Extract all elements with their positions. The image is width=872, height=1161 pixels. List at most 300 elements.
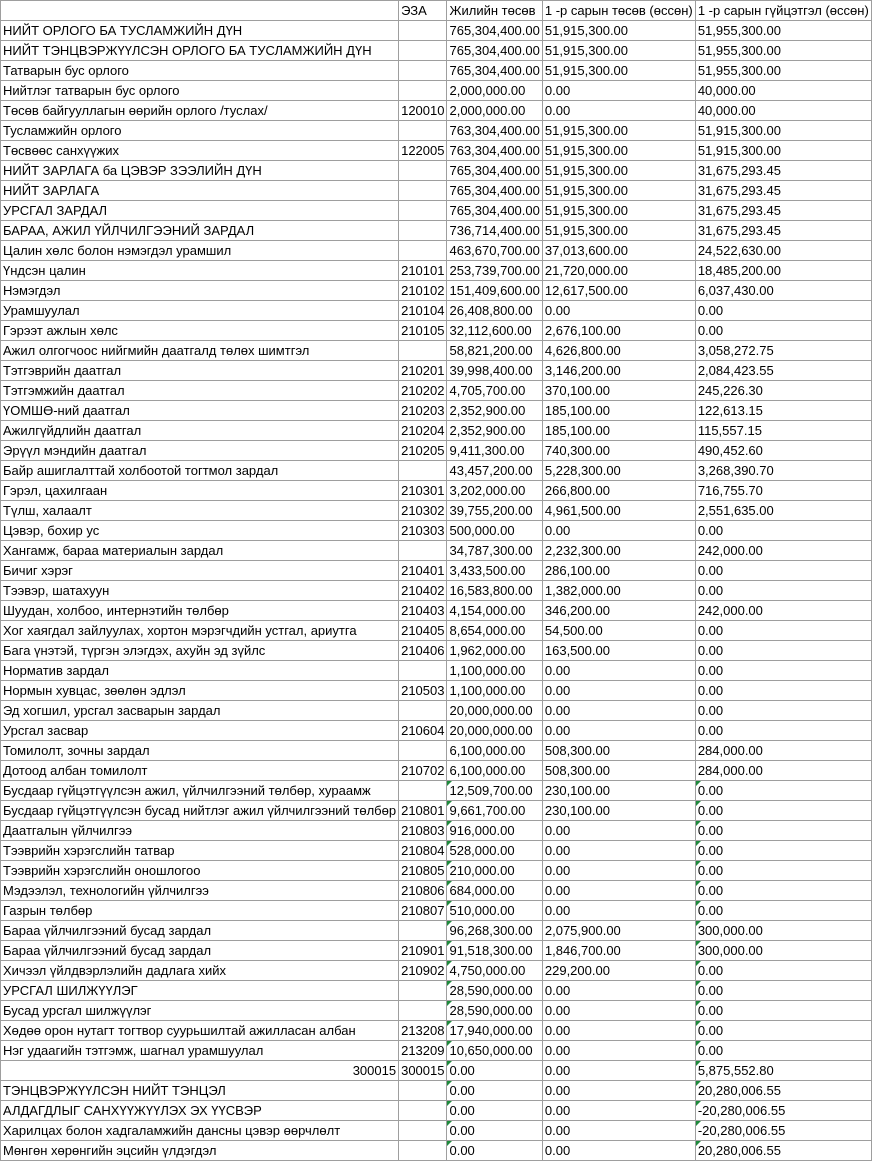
row-annual-cell[interactable]: 9,661,700.00 <box>447 801 542 821</box>
row-month1-budget-cell[interactable]: 230,100.00 <box>542 801 695 821</box>
row-code-cell[interactable]: 210201 <box>399 361 447 381</box>
row-name-cell[interactable]: Мэдээлэл, технологийн үйлчилгээ <box>1 881 399 901</box>
row-name-cell[interactable]: Тээвэр, шатахуун <box>1 581 399 601</box>
row-month1-budget-cell[interactable]: 4,961,500.00 <box>542 501 695 521</box>
row-month1-budget-cell[interactable]: 0.00 <box>542 521 695 541</box>
row-name-cell[interactable]: Мөнгөн хөрөнгийн эцсийн үлдэгдэл <box>1 1141 399 1161</box>
row-code-cell[interactable] <box>399 921 447 941</box>
row-name-cell[interactable]: Нэмэгдэл <box>1 281 399 301</box>
table-row <box>1 781 872 801</box>
row-code-cell[interactable]: 213208 <box>399 1021 447 1041</box>
row-code-cell[interactable]: 210202 <box>399 381 447 401</box>
row-month1-budget-cell[interactable]: 0.00 <box>542 901 695 921</box>
row-month1-actual-cell[interactable]: 0.00 <box>695 721 871 741</box>
row-month1-actual-cell[interactable]: 245,226.30 <box>695 381 871 401</box>
row-month1-budget-cell[interactable]: 0.00 <box>542 1081 695 1101</box>
row-month1-actual-cell[interactable]: 20,280,006.55 <box>695 1081 871 1101</box>
row-name-cell[interactable]: Эд хогшил, урсгал засварын зардал <box>1 701 399 721</box>
row-code-cell[interactable]: 210203 <box>399 401 447 421</box>
row-code-cell[interactable]: 213209 <box>399 1041 447 1061</box>
row-annual-cell[interactable]: 765,304,400.00 <box>447 181 542 201</box>
table-row <box>1 1121 872 1141</box>
row-month1-budget-cell[interactable]: 2,075,900.00 <box>542 921 695 941</box>
row-code-cell[interactable] <box>399 461 447 481</box>
row-month1-actual-cell[interactable]: 40,000.00 <box>695 101 871 121</box>
row-annual-cell[interactable]: 28,590,000.00 <box>447 981 542 1001</box>
row-code-cell[interactable]: 120010 <box>399 101 447 121</box>
row-month1-budget-cell[interactable]: 0.00 <box>542 861 695 881</box>
header-code-cell[interactable]: ЭЗА <box>399 1 447 21</box>
row-name-cell[interactable]: НИЙТ ТЭНЦВЭРЖҮҮЛСЭН ОРЛОГО БА ТУСЛАМЖИЙН ДҮН <box>1 41 399 61</box>
row-annual-cell[interactable]: 2,000,000.00 <box>447 101 542 121</box>
row-code-cell[interactable] <box>399 121 447 141</box>
row-annual-cell[interactable]: 4,705,700.00 <box>447 381 542 401</box>
row-annual-cell[interactable]: 0.00 <box>447 1101 542 1121</box>
row-annual-cell[interactable]: 8,654,000.00 <box>447 621 542 641</box>
header-month1-actual-cell[interactable]: 1 -р сарын гүйцэтгэл (өссөн) <box>695 1 871 21</box>
row-month1-budget-cell[interactable]: 0.00 <box>542 1061 695 1081</box>
row-code-cell[interactable]: 210303 <box>399 521 447 541</box>
row-month1-budget-cell[interactable]: 346,200.00 <box>542 601 695 621</box>
row-annual-cell[interactable]: 151,409,600.00 <box>447 281 542 301</box>
row-month1-budget-cell[interactable]: 4,626,800.00 <box>542 341 695 361</box>
row-name-cell[interactable]: НИЙТ ЗАРЛАГА <box>1 181 399 201</box>
row-name-cell[interactable]: Бага үнэтэй, түргэн элэгдэх, ахуйн эд зүйлс <box>1 641 399 661</box>
row-code-cell[interactable] <box>399 221 447 241</box>
row-month1-actual-cell[interactable]: 242,000.00 <box>695 601 871 621</box>
row-annual-cell[interactable]: 1,962,000.00 <box>447 641 542 661</box>
row-month1-actual-cell[interactable]: 6,037,430.00 <box>695 281 871 301</box>
row-annual-cell[interactable]: 2,352,900.00 <box>447 401 542 421</box>
row-annual-cell[interactable]: 1,100,000.00 <box>447 681 542 701</box>
row-month1-budget-cell[interactable]: 185,100.00 <box>542 421 695 441</box>
row-name-cell[interactable]: Тэтгэмжийн даатгал <box>1 381 399 401</box>
row-annual-cell[interactable]: 0.00 <box>447 1081 542 1101</box>
row-annual-cell[interactable]: 43,457,200.00 <box>447 461 542 481</box>
row-name-cell[interactable]: Бусдаар гүйцэтгүүлсэн бусад нийтлэг ажил үйлчилгээний төлбөр <box>1 801 399 821</box>
row-name-cell[interactable]: Тэтгэврийн даатгал <box>1 361 399 381</box>
row-name-cell[interactable]: ҮОМШӨ-ний даатгал <box>1 401 399 421</box>
row-month1-actual-cell[interactable]: 31,675,293.45 <box>695 161 871 181</box>
row-month1-budget-cell[interactable]: 230,100.00 <box>542 781 695 801</box>
row-code-cell[interactable]: 210405 <box>399 621 447 641</box>
row-code-cell[interactable] <box>399 541 447 561</box>
row-code-cell[interactable] <box>399 1121 447 1141</box>
row-month1-actual-cell[interactable]: 490,452.60 <box>695 441 871 461</box>
row-month1-actual-cell[interactable]: 0.00 <box>695 881 871 901</box>
row-month1-budget-cell[interactable]: 51,915,300.00 <box>542 61 695 81</box>
row-month1-actual-cell[interactable]: 0.00 <box>695 821 871 841</box>
row-code-cell[interactable]: 210803 <box>399 821 447 841</box>
row-month1-budget-cell[interactable]: 163,500.00 <box>542 641 695 661</box>
row-month1-actual-cell[interactable]: 0.00 <box>695 621 871 641</box>
header-name-cell[interactable] <box>1 1 399 21</box>
table-row <box>1 761 872 781</box>
row-month1-actual-cell[interactable]: 0.00 <box>695 1001 871 1021</box>
row-month1-budget-cell[interactable]: 740,300.00 <box>542 441 695 461</box>
row-month1-actual-cell[interactable]: 284,000.00 <box>695 761 871 781</box>
row-month1-actual-cell[interactable]: 0.00 <box>695 581 871 601</box>
row-annual-cell[interactable]: 3,202,000.00 <box>447 481 542 501</box>
row-code-cell[interactable]: 300015 <box>399 1061 447 1081</box>
row-month1-budget-cell[interactable]: 0.00 <box>542 1141 695 1161</box>
table-row <box>1 961 872 981</box>
row-month1-actual-cell[interactable]: 0.00 <box>695 981 871 1001</box>
row-code-cell[interactable] <box>399 781 447 801</box>
table-row <box>1 121 872 141</box>
row-annual-cell[interactable]: 763,304,400.00 <box>447 121 542 141</box>
row-annual-cell[interactable]: 2,352,900.00 <box>447 421 542 441</box>
row-name-cell[interactable]: Тусламжийн орлого <box>1 121 399 141</box>
row-annual-cell[interactable]: 765,304,400.00 <box>447 21 542 41</box>
row-month1-budget-cell[interactable]: 370,100.00 <box>542 381 695 401</box>
row-month1-budget-cell[interactable]: 51,915,300.00 <box>542 221 695 241</box>
row-month1-budget-cell[interactable]: 51,915,300.00 <box>542 121 695 141</box>
row-code-cell[interactable]: 210205 <box>399 441 447 461</box>
row-code-cell[interactable] <box>399 1001 447 1021</box>
row-code-cell[interactable]: 210902 <box>399 961 447 981</box>
row-code-cell[interactable] <box>399 741 447 761</box>
row-name-cell[interactable]: Бараа үйлчилгээний бусад зардал <box>1 921 399 941</box>
row-month1-actual-cell[interactable]: 51,915,300.00 <box>695 121 871 141</box>
row-month1-budget-cell[interactable]: 21,720,000.00 <box>542 261 695 281</box>
row-code-cell[interactable]: 122005 <box>399 141 447 161</box>
row-name-cell[interactable]: Гэрээт ажлын хөлс <box>1 321 399 341</box>
row-month1-actual-cell[interactable]: 0.00 <box>695 901 871 921</box>
row-code-cell[interactable]: 210102 <box>399 281 447 301</box>
row-month1-actual-cell[interactable]: 0.00 <box>695 661 871 681</box>
row-month1-budget-cell[interactable]: 0.00 <box>542 1001 695 1021</box>
row-month1-actual-cell[interactable]: 122,613.15 <box>695 401 871 421</box>
row-month1-actual-cell[interactable]: 300,000.00 <box>695 921 871 941</box>
row-name-cell[interactable]: АЛДАГДЛЫГ САНХҮҮЖҮҮЛЭХ ЭХ ҮҮСВЭР <box>1 1101 399 1121</box>
row-annual-cell[interactable]: 34,787,300.00 <box>447 541 542 561</box>
row-code-cell[interactable] <box>399 661 447 681</box>
row-annual-cell[interactable]: 3,433,500.00 <box>447 561 542 581</box>
row-name-cell[interactable]: УРСГАЛ ЗАРДАЛ <box>1 201 399 221</box>
row-annual-cell[interactable]: 96,268,300.00 <box>447 921 542 941</box>
row-month1-budget-cell[interactable]: 508,300.00 <box>542 761 695 781</box>
row-name-cell[interactable]: Тээврийн хэрэгслийн оношлогоо <box>1 861 399 881</box>
row-annual-cell[interactable]: 765,304,400.00 <box>447 201 542 221</box>
row-code-cell[interactable]: 210302 <box>399 501 447 521</box>
row-month1-budget-cell[interactable]: 266,800.00 <box>542 481 695 501</box>
row-annual-cell[interactable]: 528,000.00 <box>447 841 542 861</box>
row-name-cell[interactable]: Тээврийн хэрэгслийн татвар <box>1 841 399 861</box>
table-row <box>1 161 872 181</box>
row-annual-cell[interactable]: 6,100,000.00 <box>447 741 542 761</box>
row-annual-cell[interactable]: 253,739,700.00 <box>447 261 542 281</box>
row-month1-budget-cell[interactable]: 37,013,600.00 <box>542 241 695 261</box>
row-month1-actual-cell[interactable]: 31,675,293.45 <box>695 201 871 221</box>
row-code-cell[interactable]: 210805 <box>399 861 447 881</box>
row-month1-actual-cell[interactable]: 0.00 <box>695 641 871 661</box>
row-annual-cell[interactable]: 765,304,400.00 <box>447 161 542 181</box>
row-name-cell[interactable]: Түлш, халаалт <box>1 501 399 521</box>
row-code-cell[interactable] <box>399 61 447 81</box>
header-annual-cell[interactable]: Жилийн төсөв <box>447 1 542 21</box>
row-code-cell[interactable] <box>399 341 447 361</box>
row-month1-actual-cell[interactable]: 0.00 <box>695 681 871 701</box>
row-name-cell[interactable]: Шуудан, холбоо, интернэтийн төлбөр <box>1 601 399 621</box>
row-code-cell[interactable]: 210403 <box>399 601 447 621</box>
row-month1-budget-cell[interactable]: 51,915,300.00 <box>542 141 695 161</box>
row-month1-budget-cell[interactable]: 3,146,200.00 <box>542 361 695 381</box>
row-annual-cell[interactable]: 463,670,700.00 <box>447 241 542 261</box>
row-month1-actual-cell[interactable]: 115,557.15 <box>695 421 871 441</box>
row-code-cell[interactable] <box>399 701 447 721</box>
row-month1-budget-cell[interactable]: 0.00 <box>542 661 695 681</box>
row-code-cell[interactable]: 210406 <box>399 641 447 661</box>
row-name-cell[interactable]: Хог хаягдал зайлуулах, хортон мэрэгчдийн устгал, ариутга <box>1 621 399 641</box>
row-name-cell[interactable]: Ажилгүйдлийн даатгал <box>1 421 399 441</box>
row-annual-cell[interactable]: 9,411,300.00 <box>447 441 542 461</box>
row-month1-actual-cell[interactable]: 0.00 <box>695 1021 871 1041</box>
header-month1-budget-cell[interactable]: 1 -р сарын төсөв (өссөн) <box>542 1 695 21</box>
row-month1-budget-cell[interactable]: 51,915,300.00 <box>542 201 695 221</box>
row-month1-actual-cell[interactable]: 3,058,272.75 <box>695 341 871 361</box>
row-annual-cell[interactable]: 4,750,000.00 <box>447 961 542 981</box>
row-month1-budget-cell[interactable]: 5,228,300.00 <box>542 461 695 481</box>
row-annual-cell[interactable]: 510,000.00 <box>447 901 542 921</box>
row-month1-budget-cell[interactable]: 51,915,300.00 <box>542 181 695 201</box>
row-code-cell[interactable]: 210604 <box>399 721 447 741</box>
row-month1-budget-cell[interactable]: 51,915,300.00 <box>542 21 695 41</box>
row-month1-actual-cell[interactable]: 2,551,635.00 <box>695 501 871 521</box>
row-month1-budget-cell[interactable]: 286,100.00 <box>542 561 695 581</box>
row-code-cell[interactable] <box>399 1141 447 1161</box>
row-name-cell[interactable]: Төсвөөс санхүүжих <box>1 141 399 161</box>
row-code-cell[interactable]: 210702 <box>399 761 447 781</box>
row-annual-cell[interactable]: 39,998,400.00 <box>447 361 542 381</box>
row-month1-actual-cell[interactable]: 0.00 <box>695 841 871 861</box>
row-annual-cell[interactable]: 32,112,600.00 <box>447 321 542 341</box>
row-code-cell[interactable] <box>399 981 447 1001</box>
row-month1-actual-cell[interactable]: 51,955,300.00 <box>695 21 871 41</box>
row-month1-budget-cell[interactable]: 12,617,500.00 <box>542 281 695 301</box>
row-code-cell[interactable]: 210807 <box>399 901 447 921</box>
row-code-cell[interactable]: 210101 <box>399 261 447 281</box>
row-month1-budget-cell[interactable]: 0.00 <box>542 981 695 1001</box>
row-annual-cell[interactable]: 684,000.00 <box>447 881 542 901</box>
row-name-cell[interactable]: Хичээл үйлдвэрлэлийн дадлага хийх <box>1 961 399 981</box>
table-row <box>1 901 872 921</box>
row-code-cell[interactable] <box>399 241 447 261</box>
row-code-cell[interactable] <box>399 41 447 61</box>
row-month1-budget-cell[interactable]: 54,500.00 <box>542 621 695 641</box>
row-code-cell[interactable]: 210204 <box>399 421 447 441</box>
row-month1-actual-cell[interactable]: 40,000.00 <box>695 81 871 101</box>
row-code-cell[interactable] <box>399 81 447 101</box>
row-annual-cell[interactable]: 765,304,400.00 <box>447 41 542 61</box>
row-name-cell[interactable]: Хөдөө орон нутагт тогтвор суурьшилтай ажилласан албан <box>1 1021 399 1041</box>
row-name-cell[interactable]: Нэг удаагийн тэтгэмж, шагнал урамшуулал <box>1 1041 399 1061</box>
row-name-cell[interactable]: Дотоод албан томилолт <box>1 761 399 781</box>
row-month1-actual-cell[interactable]: 0.00 <box>695 701 871 721</box>
row-code-cell[interactable] <box>399 181 447 201</box>
row-month1-budget-cell[interactable]: 0.00 <box>542 301 695 321</box>
row-month1-actual-cell[interactable]: 0.00 <box>695 801 871 821</box>
row-name-cell[interactable]: Эрүүл мэндийн даатгал <box>1 441 399 461</box>
row-name-cell[interactable]: БАРАА, АЖИЛ ҮЙЛЧИЛГЭЭНИЙ ЗАРДАЛ <box>1 221 399 241</box>
row-name-cell[interactable]: Татварын бус орлого <box>1 61 399 81</box>
row-name-cell[interactable]: Хангамж, бараа материалын зардал <box>1 541 399 561</box>
row-name-cell[interactable]: Бусад урсгал шилжүүлэг <box>1 1001 399 1021</box>
table-row <box>1 401 872 421</box>
row-name-cell[interactable]: НИЙТ ЗАРЛАГА ба ЦЭВЭР ЗЭЭЛИЙН ДҮН <box>1 161 399 181</box>
row-name-cell[interactable]: УРСГАЛ ШИЛЖҮҮЛЭГ <box>1 981 399 1001</box>
row-month1-budget-cell[interactable]: 229,200.00 <box>542 961 695 981</box>
row-annual-cell[interactable]: 763,304,400.00 <box>447 141 542 161</box>
row-code-cell[interactable]: 210804 <box>399 841 447 861</box>
row-month1-budget-cell[interactable]: 1,382,000.00 <box>542 581 695 601</box>
row-name-cell[interactable]: Үндсэн цалин <box>1 261 399 281</box>
row-code-cell[interactable]: 210806 <box>399 881 447 901</box>
row-annual-cell[interactable]: 736,714,400.00 <box>447 221 542 241</box>
row-annual-cell[interactable]: 17,940,000.00 <box>447 1021 542 1041</box>
row-month1-actual-cell[interactable]: 0.00 <box>695 561 871 581</box>
row-month1-actual-cell[interactable]: 3,268,390.70 <box>695 461 871 481</box>
row-month1-budget-cell[interactable]: 0.00 <box>542 821 695 841</box>
row-month1-actual-cell[interactable]: 18,485,200.00 <box>695 261 871 281</box>
row-annual-cell[interactable]: 26,408,800.00 <box>447 301 542 321</box>
row-name-cell[interactable]: Бараа үйлчилгээний бусад зардал <box>1 941 399 961</box>
row-code-cell[interactable]: 210301 <box>399 481 447 501</box>
row-month1-actual-cell[interactable]: 300,000.00 <box>695 941 871 961</box>
row-month1-budget-cell[interactable]: 0.00 <box>542 1021 695 1041</box>
row-month1-budget-cell[interactable]: 51,915,300.00 <box>542 41 695 61</box>
table-row <box>1 681 872 701</box>
row-code-cell[interactable]: 210402 <box>399 581 447 601</box>
row-name-cell[interactable]: 300015 <box>1 1061 399 1081</box>
row-name-cell[interactable]: Цалин хөлс болон нэмэгдэл урамшил <box>1 241 399 261</box>
row-month1-actual-cell[interactable]: 716,755.70 <box>695 481 871 501</box>
row-code-cell[interactable]: 210401 <box>399 561 447 581</box>
row-month1-actual-cell[interactable]: 0.00 <box>695 521 871 541</box>
row-month1-actual-cell[interactable]: 20,280,006.55 <box>695 1141 871 1161</box>
row-month1-actual-cell[interactable]: 51,955,300.00 <box>695 41 871 61</box>
row-code-cell[interactable]: 210105 <box>399 321 447 341</box>
row-name-cell[interactable]: Ажил олгогчоос нийгмийн даатгалд төлөх шимтгэл <box>1 341 399 361</box>
row-code-cell[interactable]: 210104 <box>399 301 447 321</box>
row-month1-actual-cell[interactable]: 0.00 <box>695 321 871 341</box>
row-annual-cell[interactable]: 2,000,000.00 <box>447 81 542 101</box>
row-annual-cell[interactable]: 10,650,000.00 <box>447 1041 542 1061</box>
row-month1-budget-cell[interactable]: 508,300.00 <box>542 741 695 761</box>
row-month1-actual-cell[interactable]: 0.00 <box>695 301 871 321</box>
row-name-cell[interactable]: Даатгалын үйлчилгээ <box>1 821 399 841</box>
row-code-cell[interactable] <box>399 201 447 221</box>
row-month1-budget-cell[interactable]: 0.00 <box>542 1041 695 1061</box>
row-code-cell[interactable] <box>399 21 447 41</box>
row-code-cell[interactable]: 210503 <box>399 681 447 701</box>
row-month1-budget-cell[interactable]: 51,915,300.00 <box>542 161 695 181</box>
row-month1-actual-cell[interactable]: 0.00 <box>695 861 871 881</box>
row-month1-budget-cell[interactable]: 0.00 <box>542 101 695 121</box>
row-month1-budget-cell[interactable]: 0.00 <box>542 841 695 861</box>
row-code-cell[interactable]: 210901 <box>399 941 447 961</box>
row-name-cell[interactable]: Урсгал засвар <box>1 721 399 741</box>
row-annual-cell[interactable]: 0.00 <box>447 1061 542 1081</box>
row-annual-cell[interactable]: 210,000.00 <box>447 861 542 881</box>
row-name-cell[interactable]: Бусдаар гүйцэтгүүлсэн ажил, үйлчилгээний төлбөр, хураамж <box>1 781 399 801</box>
row-month1-budget-cell[interactable]: 0.00 <box>542 721 695 741</box>
row-month1-actual-cell[interactable]: 5,875,552.80 <box>695 1061 871 1081</box>
row-annual-cell[interactable]: 500,000.00 <box>447 521 542 541</box>
row-annual-cell[interactable]: 6,100,000.00 <box>447 761 542 781</box>
row-month1-actual-cell[interactable]: 0.00 <box>695 1041 871 1061</box>
row-month1-actual-cell[interactable]: 31,675,293.45 <box>695 181 871 201</box>
row-month1-budget-cell[interactable]: 0.00 <box>542 701 695 721</box>
row-month1-budget-cell[interactable]: 185,100.00 <box>542 401 695 421</box>
row-name-cell[interactable]: НИЙТ ОРЛОГО БА ТУСЛАМЖИЙН ДҮН <box>1 21 399 41</box>
row-month1-actual-cell[interactable]: 0.00 <box>695 961 871 981</box>
row-month1-budget-cell[interactable]: 0.00 <box>542 81 695 101</box>
row-name-cell[interactable]: Нийтлэг татварын бус орлого <box>1 81 399 101</box>
row-annual-cell[interactable]: 0.00 <box>447 1121 542 1141</box>
row-name-cell[interactable]: Бичиг хэрэг <box>1 561 399 581</box>
row-month1-actual-cell[interactable]: -20,280,006.55 <box>695 1101 871 1121</box>
row-month1-actual-cell[interactable]: 284,000.00 <box>695 741 871 761</box>
row-name-cell[interactable]: Гэрэл, цахилгаан <box>1 481 399 501</box>
row-annual-cell[interactable]: 91,518,300.00 <box>447 941 542 961</box>
row-annual-cell[interactable]: 58,821,200.00 <box>447 341 542 361</box>
row-month1-budget-cell[interactable]: 0.00 <box>542 1101 695 1121</box>
row-annual-cell[interactable]: 20,000,000.00 <box>447 721 542 741</box>
row-name-cell[interactable]: Норматив зардал <box>1 661 399 681</box>
row-month1-budget-cell[interactable]: 0.00 <box>542 881 695 901</box>
row-month1-actual-cell[interactable]: 0.00 <box>695 781 871 801</box>
row-annual-cell[interactable]: 12,509,700.00 <box>447 781 542 801</box>
row-annual-cell[interactable]: 4,154,000.00 <box>447 601 542 621</box>
row-code-cell[interactable]: 210801 <box>399 801 447 821</box>
row-name-cell[interactable]: ТЭНЦВЭРЖҮҮЛСЭН НИЙТ ТЭНЦЭЛ <box>1 1081 399 1101</box>
row-month1-budget-cell[interactable]: 0.00 <box>542 1121 695 1141</box>
row-annual-cell[interactable]: 765,304,400.00 <box>447 61 542 81</box>
row-month1-actual-cell[interactable]: 51,915,300.00 <box>695 141 871 161</box>
row-name-cell[interactable]: Газрын төлбөр <box>1 901 399 921</box>
row-month1-actual-cell[interactable]: -20,280,006.55 <box>695 1121 871 1141</box>
row-name-cell[interactable]: Байр ашиглалттай холбоотой тогтмол зардал <box>1 461 399 481</box>
row-annual-cell[interactable]: 916,000.00 <box>447 821 542 841</box>
row-month1-budget-cell[interactable]: 2,676,100.00 <box>542 321 695 341</box>
row-code-cell[interactable] <box>399 1081 447 1101</box>
row-annual-cell[interactable]: 16,583,800.00 <box>447 581 542 601</box>
row-code-cell[interactable] <box>399 161 447 181</box>
row-annual-cell[interactable]: 0.00 <box>447 1141 542 1161</box>
row-month1-budget-cell[interactable]: 2,232,300.00 <box>542 541 695 561</box>
table-row <box>1 441 872 461</box>
row-month1-actual-cell[interactable]: 242,000.00 <box>695 541 871 561</box>
row-name-cell[interactable]: Томилолт, зочны зардал <box>1 741 399 761</box>
row-name-cell[interactable]: Урамшуулал <box>1 301 399 321</box>
row-annual-cell[interactable]: 1,100,000.00 <box>447 661 542 681</box>
row-name-cell[interactable]: Цэвэр, бохир ус <box>1 521 399 541</box>
row-name-cell[interactable]: Харилцах болон хадгаламжийн дансны цэвэр өөрчлөлт <box>1 1121 399 1141</box>
row-month1-actual-cell[interactable]: 31,675,293.45 <box>695 221 871 241</box>
row-annual-cell[interactable]: 28,590,000.00 <box>447 1001 542 1021</box>
row-name-cell[interactable]: Төсөв байгууллагын өөрийн орлого /туслах/ <box>1 101 399 121</box>
row-month1-actual-cell[interactable]: 2,084,423.55 <box>695 361 871 381</box>
row-month1-budget-cell[interactable]: 0.00 <box>542 681 695 701</box>
row-month1-budget-cell[interactable]: 1,846,700.00 <box>542 941 695 961</box>
row-month1-actual-cell[interactable]: 24,522,630.00 <box>695 241 871 261</box>
row-name-cell[interactable]: Нормын хувцас, зөөлөн эдлэл <box>1 681 399 701</box>
row-code-cell[interactable] <box>399 1101 447 1121</box>
row-month1-actual-cell[interactable]: 51,955,300.00 <box>695 61 871 81</box>
row-annual-cell[interactable]: 39,755,200.00 <box>447 501 542 521</box>
row-annual-cell[interactable]: 20,000,000.00 <box>447 701 542 721</box>
